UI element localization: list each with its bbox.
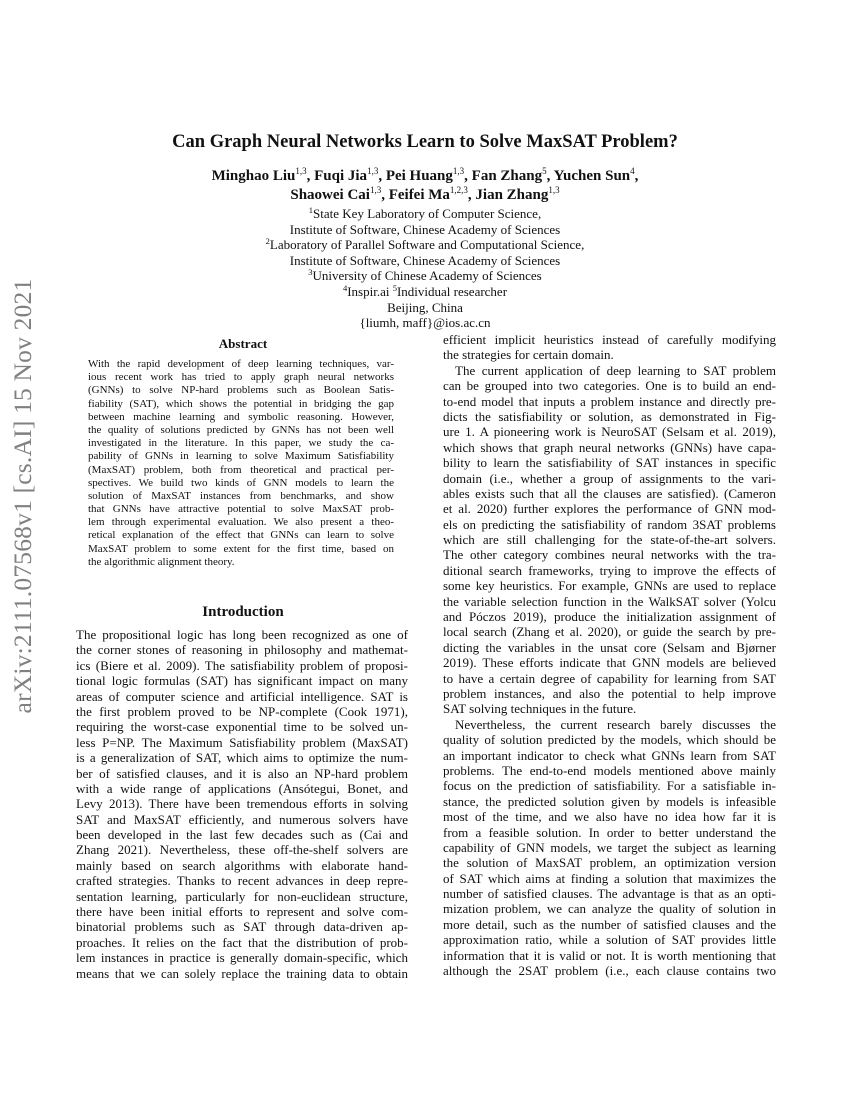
author-name: Minghao Liu	[211, 168, 296, 184]
text-line: sentation learning, particularly for non-euclidean structure,	[76, 888, 408, 904]
text-line: solution of MaxSAT instances from benchmarks, and show	[88, 489, 394, 502]
text-line: ables exists such that all the clauses are satisfied). (Cameron	[443, 485, 776, 501]
affiliation-text: Individual researcher	[396, 283, 508, 299]
author-name: Yuchen Sun	[553, 168, 631, 184]
text-line: information that it is valid or not. It is worth mentioning that	[443, 947, 776, 963]
text-line: to have a certain degree of capability for learning from SAT	[443, 670, 776, 686]
text-line: to-end model that inputs a problem instance and directly pre-	[443, 393, 776, 409]
text-line: mainly based on search algorithms with elaborate hand-	[76, 857, 408, 873]
text-line: efficient implicit heuristics instead of carefully modifying	[443, 332, 776, 347]
text-line: although the 2SAT problem (i.e., each clause contains two	[443, 963, 776, 979]
text-line: approximation ratio, while a solution of SAT provides little	[443, 932, 776, 948]
text-line: the quality of solutions predicted by GNNs has not been well	[88, 423, 394, 436]
text-line: an important indicator to check what GNNs learn from SAT	[443, 747, 776, 763]
text-line: is a generalization of SAT, which aims to optimize the num-	[76, 750, 408, 766]
author-affil-sup: 1,3	[548, 185, 560, 195]
text-line: Nevertheless, the current research barely discusses the	[455, 716, 776, 732]
text-line: ure 1. A pioneering work is NeuroSAT (Selsam et al. 2019),	[443, 424, 776, 440]
text-line: the strategies for certain domain.	[443, 347, 614, 363]
text-line: The propositional logic has long been recognized as one of	[76, 627, 408, 642]
text-line: areas of computer science and artificial intelligence. SAT is	[76, 688, 408, 704]
text-line: been developed in the last few decades such as (Cai and	[76, 827, 408, 843]
author-line-1	[140, 167, 710, 186]
text-line: can be grouped into two categories. One is to build an end-	[443, 378, 776, 394]
text-line: mization problem, we can analyze the quality of solution in	[443, 901, 776, 917]
text-line: binatorial problems such as SAT through data-driven ap-	[76, 919, 408, 935]
text-line: and Póczos 2019), produce the initialization assignment of	[443, 609, 776, 625]
author-separator: ,	[546, 168, 554, 184]
affiliation-sup: 2	[265, 236, 270, 247]
text-line: from a feasible solution. In order to better understand the	[443, 824, 776, 840]
text-line: number of satisfied clauses. The advantage is that as an opti-	[443, 886, 776, 902]
author-affil-sup: 4	[630, 166, 635, 176]
text-line: Levy 2013). There have been tremendous efforts in solving	[76, 796, 408, 812]
affiliation-sup: 3	[308, 267, 313, 278]
author-affil-sup: 1,3	[295, 166, 307, 176]
affiliation-text: Institute of Software, Chinese Academy of Sciences	[289, 252, 561, 268]
abstract-body	[88, 358, 394, 569]
author-affil-sup: 1,3	[452, 166, 465, 176]
text-line: retical explanation of the effect that GNNs can learn to solve	[88, 529, 394, 542]
author-separator: ,	[464, 168, 472, 184]
introduction-body	[76, 627, 408, 981]
text-line: lem instances in practice is generally domain-specific, which	[76, 950, 408, 966]
author-affil-sup: 1,3	[369, 185, 382, 195]
affiliation-sup: 5	[392, 282, 397, 293]
affiliation-text: Institute of Software, Chinese Academy of Sciences	[289, 221, 561, 237]
text-line: ics (Biere et al. 2009). The satisfiability problem of proposi-	[76, 657, 408, 673]
affiliation-line	[150, 315, 700, 331]
author-separator: ,	[381, 187, 389, 203]
text-line: investigated in the literature. In this paper, we study the ca-	[88, 437, 394, 450]
text-line: (GNNs) to solve NP-hard problems such as Boolean Satis-	[88, 384, 394, 397]
text-line: the solution of MaxSAT problem, an optimization version	[443, 855, 776, 871]
text-line: pability of GNNs in learning to solve Maximum Satisfiability	[88, 450, 394, 463]
affiliation-text: Inspir.ai	[347, 283, 393, 299]
text-line: means that we can solely replace the training data to obtain	[76, 965, 408, 981]
text-line: et al. 2020) further explores the performance of GNN mod-	[443, 501, 776, 517]
text-line: the variable selection function in the WalkSAT solver (Yolcu	[443, 593, 776, 609]
text-line: SAT solving techniques in the future.	[443, 701, 637, 717]
text-line: stance, the predicted solution given by models is infeasible	[443, 793, 776, 809]
introduction-heading: Introduction	[202, 604, 284, 620]
text-line: focus on the prediction of satisfiability. For a satisfiable in-	[443, 778, 776, 794]
text-line: (MaxSAT) problem, both from theoretical and practical per-	[88, 463, 394, 476]
text-line: els on predicting the satisfiability of random 3SAT problems	[443, 516, 776, 532]
text-line: with a wide range of applications (Ansótegui, Bonet, and	[76, 780, 408, 796]
text-line: problems. The end-to-end models mentioned above mainly	[443, 762, 776, 778]
text-line: of SAT which aims at finding a solution that maximizes the	[443, 870, 776, 886]
author-name: Jian Zhang	[475, 187, 549, 203]
text-line: MaxSAT problem to some extent for the first time, based on	[88, 542, 394, 555]
author-name: Pei Huang	[385, 168, 453, 184]
text-line: tional logic formulas (SAT) has significant impact on many	[76, 673, 408, 689]
author-separator: ,	[467, 187, 476, 203]
text-line: between machine learning and symbolic reasoning. However,	[88, 410, 394, 423]
text-line: quality of solution predicted by the models, which should be	[443, 732, 776, 748]
right-column-body	[443, 332, 776, 978]
text-line: problem instances, and also the potential to help improve	[443, 685, 776, 701]
affiliation-line	[150, 222, 700, 238]
author-name: Fan Zhang	[471, 168, 543, 184]
author-affil-sup: 1,3	[367, 166, 379, 176]
text-line: ious recent work has tried to apply graph neural networks	[88, 371, 394, 384]
affiliation-line	[150, 268, 700, 284]
author-separator: ,	[306, 168, 315, 184]
text-line: local search (Zhang et al. 2020), or guide the search by pre-	[443, 624, 776, 640]
affiliation-text: State Key Laboratory of Computer Science,	[313, 206, 542, 221]
text-line: With the rapid development of deep learning techniques, var-	[88, 358, 394, 370]
text-line: crafted strategies. Thanks to recent advances in deep repre-	[76, 873, 408, 889]
affiliation-sup: 1	[308, 205, 314, 215]
arxiv-identifier-text: arXiv:2111.07568v1 [cs.AI] 15 Nov 2021	[8, 278, 37, 714]
text-line: there have been initial efforts to represent and solve com-	[76, 904, 408, 920]
abstract-heading: Abstract	[218, 336, 268, 351]
author-affil-sup: 5	[542, 166, 547, 176]
text-line: that GNNs have attractive potential to solve MaxSAT prob-	[88, 503, 394, 516]
text-line: more detail, such as the number of satisfied clauses and the	[443, 916, 776, 932]
text-line: The other category combines neural networks with the tra-	[443, 547, 776, 563]
text-line: The current application of deep learning to SAT problem	[455, 362, 776, 378]
text-line: lem through experimental evaluation. We also present a theo-	[88, 516, 394, 529]
affiliation-line	[150, 300, 700, 316]
affiliation-line	[150, 237, 700, 253]
text-line: dicts the satisfiability or solution, as demonstrated in Fig-	[443, 408, 776, 424]
author-name: Fuqi Jia	[314, 168, 368, 184]
text-line: requiring the worst-case exponential time to be solved un-	[76, 719, 408, 735]
text-line: ber of satisfied clauses, and it is also an NP-hard problem	[76, 765, 408, 781]
affiliation-line	[150, 206, 700, 222]
affiliation-text: Laboratory of Parallel Software and Computational Science,	[269, 237, 585, 253]
text-line: Zhang 2021). Nevertheless, these off-the-shelf solvers are	[76, 842, 408, 858]
text-line: 2019). These efforts indicate that GNN models are believed	[443, 655, 776, 671]
author-line-2	[140, 186, 710, 205]
text-line: fiability (SAT), which shows the potential in bridging the gap	[88, 397, 394, 410]
text-line: most of the time, and we also have no idea how far it is	[443, 809, 776, 825]
text-line: SAT and MaxSAT efficiently, and numerous solvers have	[76, 811, 408, 827]
text-line: less P=NP. The Maximum Satisfiability problem (MaxSAT)	[76, 734, 408, 750]
author-name: Shaowei Cai	[290, 187, 370, 203]
text-line: bility to learn the satisfiability of SAT instances in specific	[443, 455, 776, 471]
affiliation-line	[150, 284, 700, 300]
text-line: spectives. We build two kinds of GNN models to learn the	[88, 476, 394, 489]
paper-title: Can Graph Neural Networks Learn to Solve MaxSAT Problem?	[172, 132, 678, 152]
arxiv-identifier-stamp	[4, 278, 42, 714]
affiliation-block	[150, 206, 700, 331]
author-name: Feifei Ma	[388, 187, 450, 203]
text-line: which shows that graph neural networks (GNNs) have capa-	[443, 439, 776, 455]
author-separator: ,	[378, 168, 386, 184]
text-line: some key heuristics. For example, GNNs are used to replace	[443, 578, 776, 594]
author-separator: ,	[634, 168, 639, 184]
affiliation-text: University of Chinese Academy of Sciences	[312, 268, 542, 284]
author-list	[140, 167, 710, 205]
text-line: dicting the variables in the unsat core (Selsam and Bjørner	[443, 639, 776, 655]
contact-email: {liumh, maff}@ios.ac.cn	[359, 315, 491, 331]
affiliation-line	[150, 253, 700, 269]
affiliation-location: Beijing, China	[387, 299, 463, 315]
text-line: capability of GNN models, we target the subject as learning	[443, 839, 776, 855]
text-line: the first problem proved to be NP-complete (Cook 1971),	[76, 703, 408, 719]
text-line: which are still challenging for the state-of-the-art solvers.	[443, 532, 776, 548]
text-line: proaches. It relies on the fact that the distribution of prob-	[76, 934, 408, 950]
text-line: the algorithmic alignment theory.	[88, 555, 235, 568]
text-line: domain (i.e., whether a group of assignments to the vari-	[443, 470, 776, 486]
text-line: ditional search frameworks, trying to improve the effects of	[443, 562, 776, 578]
text-line: the corner stones of reasoning in philosophy and mathemat-	[76, 642, 408, 658]
author-affil-sup: 1,2,3	[449, 185, 468, 195]
affiliation-sup: 4	[342, 282, 348, 293]
